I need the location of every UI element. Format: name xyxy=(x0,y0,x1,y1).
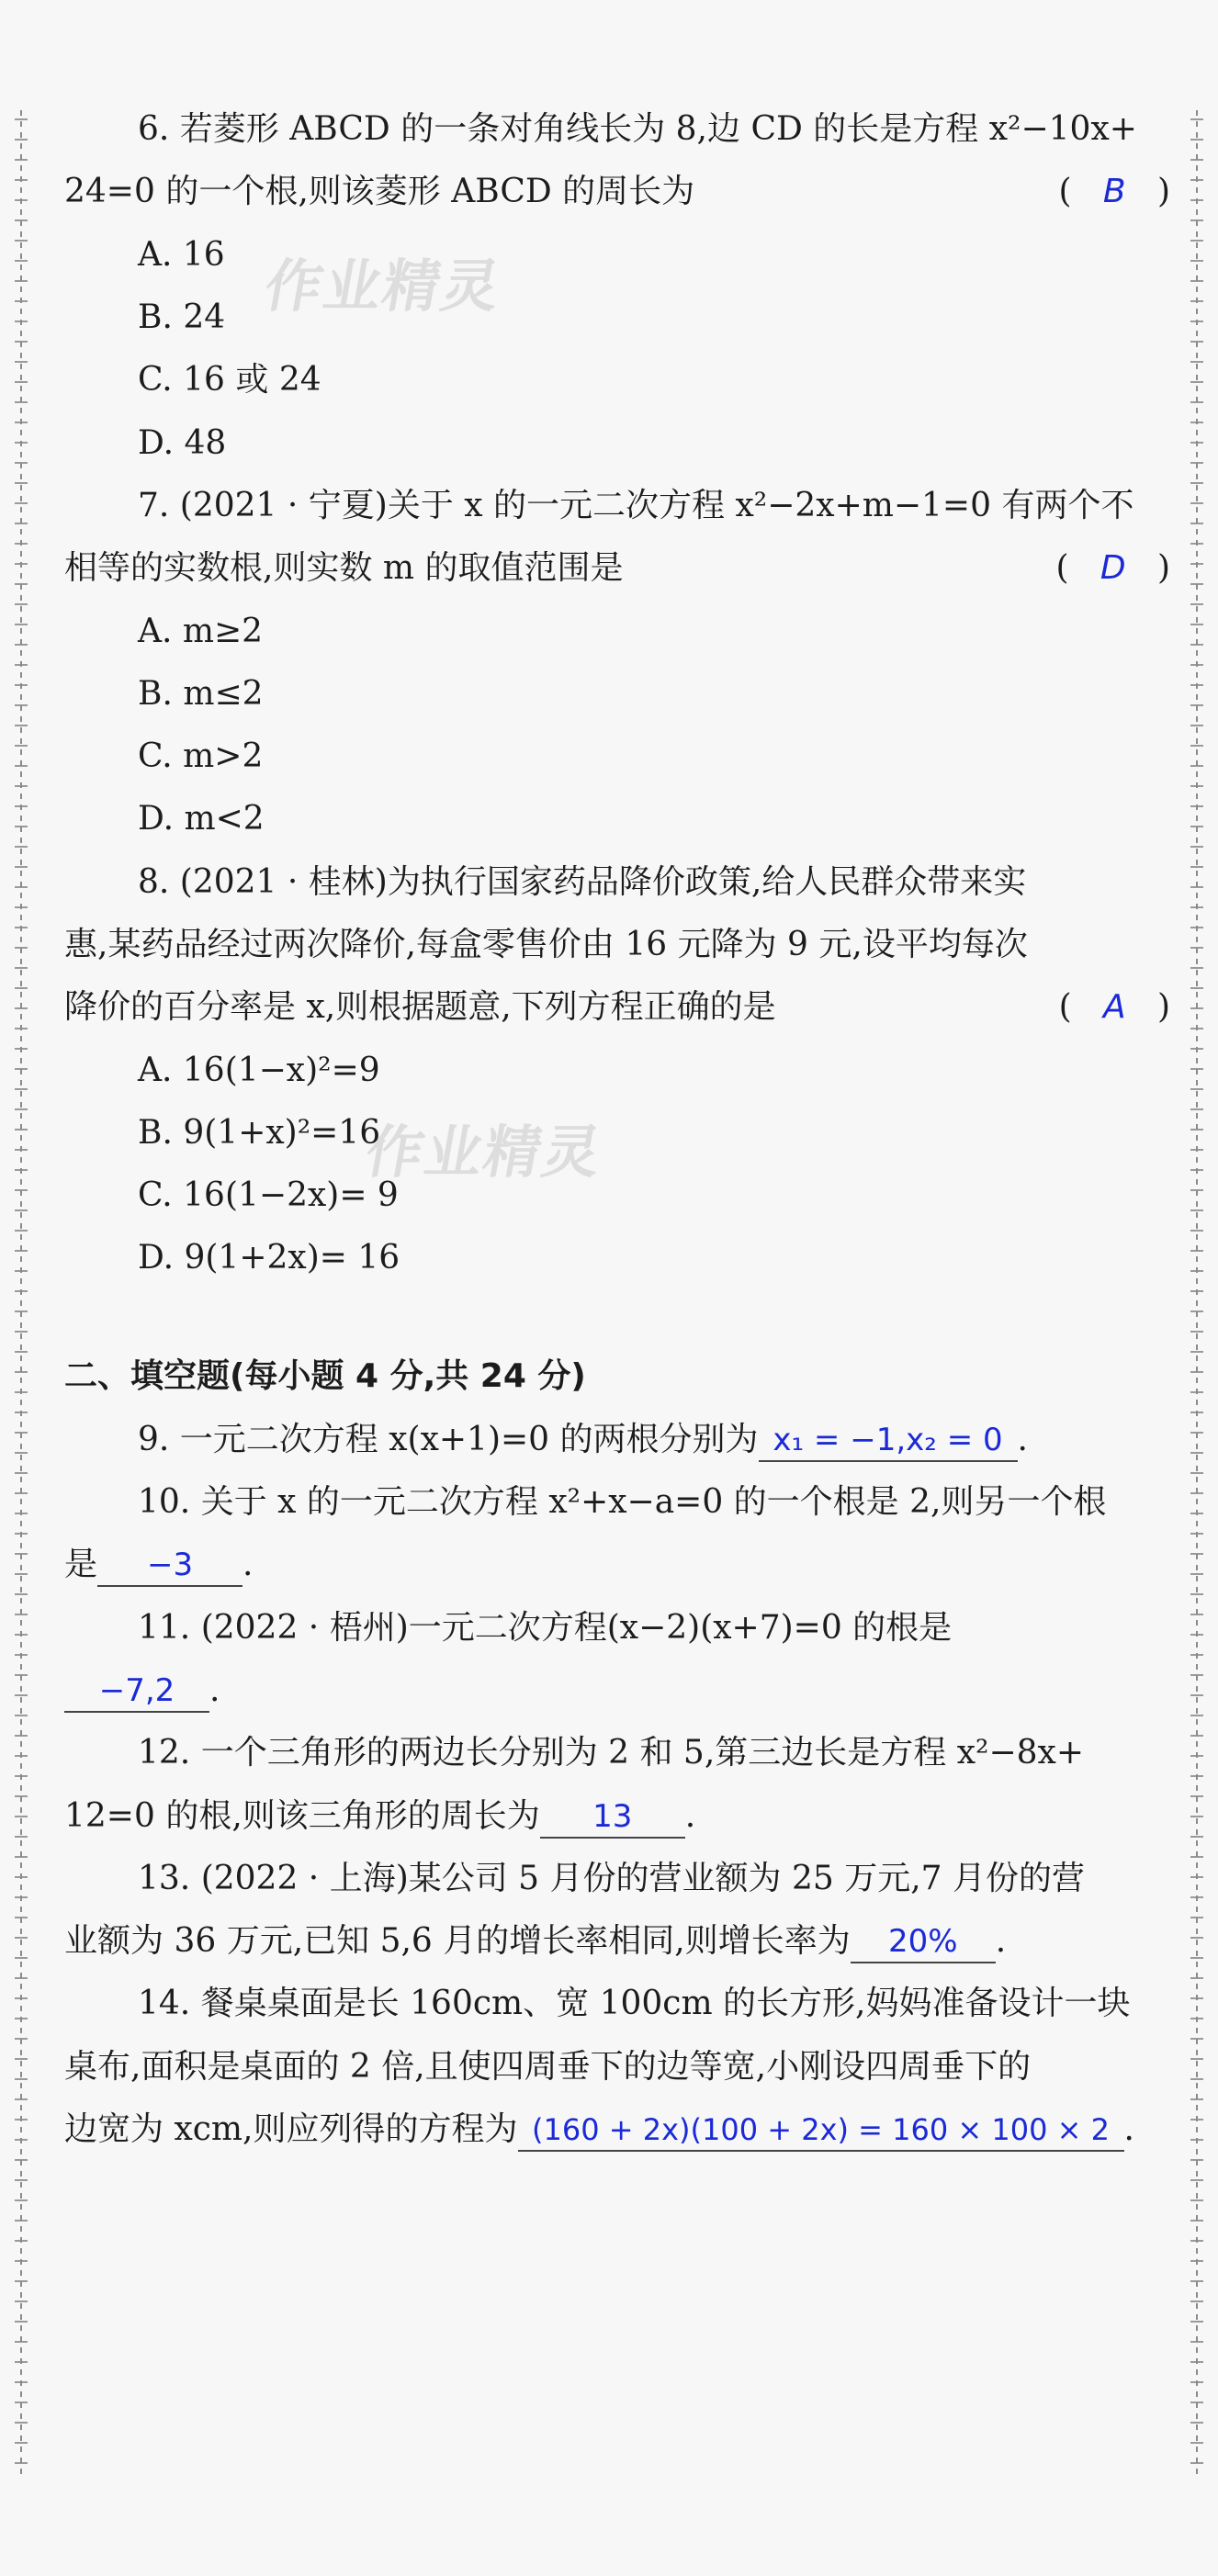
q9-text: 9. 一元二次方程 x(x+1)=0 的两根分别为 xyxy=(138,1421,759,1458)
q14-line3 xyxy=(64,2108,1167,2152)
q7-option-c: C. m>2 xyxy=(138,737,264,775)
q13-line1: 13. (2022 · 上海)某公司 5 月份的营业额为 25 万元,7 月份的营 xyxy=(138,1860,1086,1897)
q6-option-a: A. 16 xyxy=(138,236,225,274)
q12-end: . xyxy=(684,1797,696,1835)
q6-line1: 6. 若菱形 ABCD 的一条对角线长为 8,边 CD 的长是方程 x²−10x+ xyxy=(138,110,1137,148)
q8-answer: A xyxy=(1102,988,1126,1026)
q13-answer-blank: 20% xyxy=(851,1921,996,1963)
q14-line2: 桌布,面积是桌面的 2 倍,且使四周垂下的边等宽,小刚设四周垂下的 xyxy=(64,2048,1032,2086)
q7-option-a: A. m≥2 xyxy=(138,613,264,650)
q10-answer-blank: −3 xyxy=(97,1545,242,1587)
q8-answer-paren: ( A ) xyxy=(1058,988,1170,1026)
q12-text: 12=0 的根,则该三角形的周长为 xyxy=(64,1797,540,1835)
q9-line xyxy=(138,1418,1218,1462)
left-decorative-border xyxy=(15,110,28,2475)
q9-answer-blank: x₁ = −1,x₂ = 0 xyxy=(759,1420,1018,1462)
q13-line2 xyxy=(64,1919,1167,1963)
q8-option-a: A. 16(1−x)²=9 xyxy=(138,1052,380,1089)
q10-pre: 是 xyxy=(64,1546,98,1583)
q7-line1: 7. (2021 · 宁夏)关于 x 的一元二次方程 x²−2x+m−1=0 有两个不 xyxy=(138,487,1134,524)
q12-line2 xyxy=(64,1794,1167,1839)
q9-end: . xyxy=(1017,1421,1028,1458)
q7-option-d: D. m<2 xyxy=(138,800,265,838)
q13-text: 业额为 36 万元,已知 5,6 月的增长率相同,则增长率为 xyxy=(64,1922,851,1960)
q6-option-b: B. 24 xyxy=(138,298,226,336)
q10-end: . xyxy=(242,1546,254,1583)
q12-answer-blank: 13 xyxy=(540,1796,685,1839)
q8-option-c: C. 16(1−2x)= 9 xyxy=(138,1176,399,1214)
q11-end: . xyxy=(209,1671,220,1709)
q8-line1: 8. (2021 · 桂林)为执行国家药品降价政策,给人民群众带来实 xyxy=(138,863,1027,901)
q8-line3: 降价的百分率是 x,则根据题意,下列方程正确的是 xyxy=(64,988,776,1026)
q11-line1: 11. (2022 · 梧州)一元二次方程(x−2)(x+7)=0 的根是 xyxy=(138,1609,953,1647)
q11-line2 xyxy=(64,1669,1167,1713)
q7-line2: 相等的实数根,则实数 m 的取值范围是 xyxy=(64,549,624,587)
q8-line2: 惠,某药品经过两次降价,每盒零售价由 16 元降为 9 元,设平均每次 xyxy=(64,926,1028,963)
q14-end: . xyxy=(1123,2110,1134,2148)
q7-answer-paren: ( D ) xyxy=(1055,549,1170,587)
q12-line1: 12. 一个三角形的两边长分别为 2 和 5,第三边长是方程 x²−8x+ xyxy=(138,1734,1084,1772)
q6-option-d: D. 48 xyxy=(138,424,227,462)
q14-text: 边宽为 xcm,则应列得的方程为 xyxy=(64,2110,518,2148)
q7-option-b: B. m≤2 xyxy=(138,675,264,713)
q11-answer-blank: −7,2 xyxy=(64,1670,209,1713)
q14-answer-blank: (160 + 2x)(100 + 2x) = 160 × 100 × 2 xyxy=(518,2109,1124,2152)
q8-option-b: B. 9(1+x)²=16 xyxy=(138,1114,381,1152)
q14-line1: 14. 餐桌桌面是长 160cm、宽 100cm 的长方形,妈妈准备设计一块 xyxy=(138,1985,1131,2022)
q13-end: . xyxy=(995,1922,1007,1960)
q10-line2 xyxy=(64,1543,1167,1587)
q8-option-d: D. 9(1+2x)= 16 xyxy=(138,1239,400,1277)
q10-line1: 10. 关于 x 的一元二次方程 x²+x−a=0 的一个根是 2,则另一个根 xyxy=(138,1483,1107,1521)
q6-answer: B xyxy=(1102,173,1126,210)
q6-line2: 24=0 的一个根,则该菱形 ABCD 的周长为 xyxy=(64,173,695,210)
watermark: 作业精灵 xyxy=(259,253,507,320)
q6-option-c: C. 16 或 24 xyxy=(138,361,321,399)
watermark: 作业精灵 xyxy=(360,1119,608,1186)
section-2-title: 二、填空题(每小题 4 分,共 24 分) xyxy=(64,1357,586,1395)
q7-answer: D xyxy=(1100,549,1126,587)
q6-answer-paren: ( B ) xyxy=(1058,173,1170,210)
